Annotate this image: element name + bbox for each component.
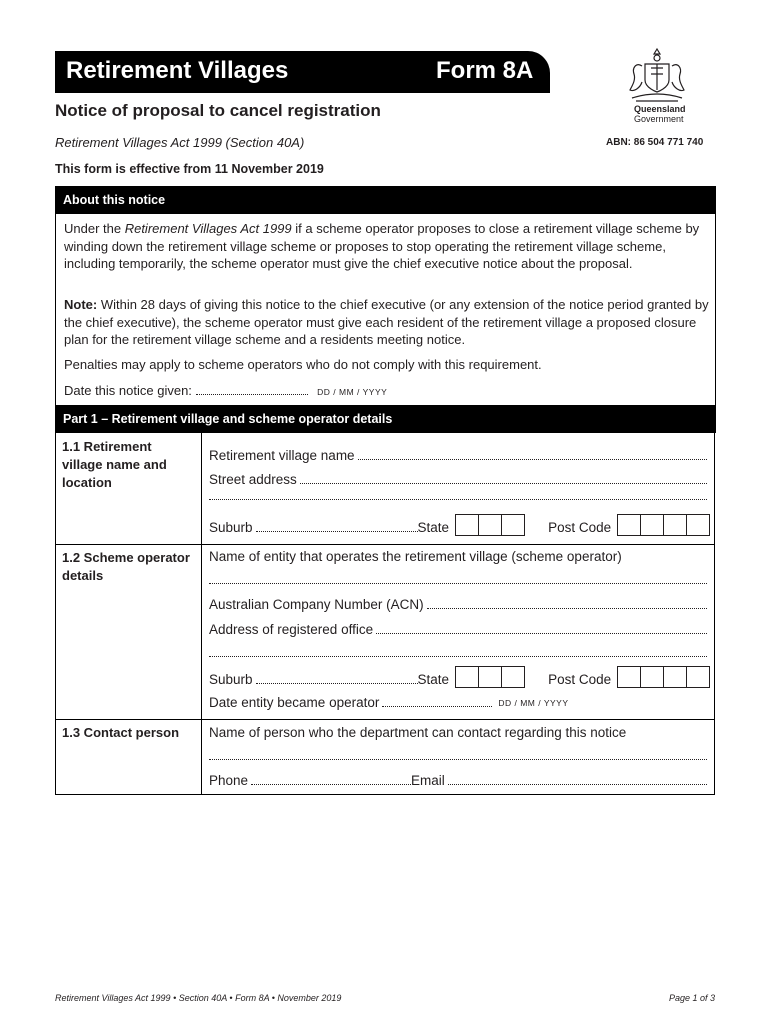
row-label-contact: 1.3 Contact person [62,725,180,740]
part1-section-header: Part 1 – Retirement village and scheme operator details [55,405,716,433]
registered-office-field: Address of registered office [209,622,707,637]
operator-suburb-input[interactable] [256,683,418,684]
village-suburb-row: Suburb State Post Code [209,514,707,535]
acn-input[interactable] [427,608,707,609]
queensland-government-logo: Queensland Government [634,104,686,124]
street-address-field: Street address [209,472,707,487]
village-name-field: Retirement village name [209,448,707,463]
footer-reference: Retirement Villages Act 1999 • Section 40A • Form 8A • November 2019 [55,993,342,1003]
form-title: Retirement Villages [66,57,289,84]
notice-date-field: Date this notice given: DD / MM / YYYY [64,383,388,398]
notice-date-input[interactable] [196,382,308,395]
note-paragraph: Note: Within 28 days of giving this notice to the chief executive (or any extension of the notice period granted by the chief executive), the scheme operator must give each resident of the retirement village a proposed closure plan for the retirement village scheme and a residents meeting notice. [64,297,709,347]
about-section-header: About this notice [55,186,716,214]
entity-name-label: Name of entity that operates the retirement village (scheme operator) [209,549,622,564]
contact-phone-email-row: Phone Email [209,773,707,788]
village-suburb-input[interactable] [256,531,418,532]
operator-suburb-row: Suburb State Post Code [209,666,707,687]
operator-date-field: Date entity became operator DD / MM / YYYY [209,695,569,710]
email-input[interactable] [448,784,707,785]
row-label-operator: 1.2 Scheme operator details [62,550,190,583]
about-paragraph: Under the Retirement Villages Act 1999 if a scheme operator proposes to close a retirement village scheme by winding down the retirement village scheme or proposes to stop operating the retirement village scheme, including temporarily, the scheme operator must give the chief executive notice about the proposal. [64,221,700,271]
form-title-banner [55,51,550,93]
contact-name-input[interactable] [209,759,707,760]
abn: ABN: 86 504 771 740 [606,137,704,148]
act-reference: Retirement Villages Act 1999 (Section 40A) [55,135,305,150]
street-address-input[interactable] [300,483,707,484]
page-number: Page 1 of 3 [669,993,716,1003]
penalties-paragraph: Penalties may apply to scheme operators who do not comply with this requirement. [64,357,542,372]
about-section [55,214,716,405]
entity-name-input[interactable] [209,583,707,584]
queensland-crest-icon [624,46,690,104]
village-name-input[interactable] [358,459,707,460]
phone-input[interactable] [251,784,411,785]
effective-date: This form is effective from 11 November 2019 [55,162,324,176]
contact-name-label: Name of person who the department can contact regarding this notice [209,725,627,740]
operator-state-boxes[interactable] [455,666,524,688]
row-label-village: 1.1 Retirement village name and location [62,439,167,490]
village-postcode-boxes[interactable] [617,514,709,536]
registered-office-line2[interactable] [209,656,707,657]
registered-office-input[interactable] [376,633,707,634]
form-subtitle: Notice of proposal to cancel registration [55,101,381,120]
village-state-boxes[interactable] [455,514,524,536]
operator-postcode-boxes[interactable] [617,666,709,688]
acn-field: Australian Company Number (ACN) [209,597,707,612]
operator-date-input[interactable] [382,706,492,707]
form-number: Form 8A [436,57,534,84]
street-address-line2[interactable] [209,499,707,500]
